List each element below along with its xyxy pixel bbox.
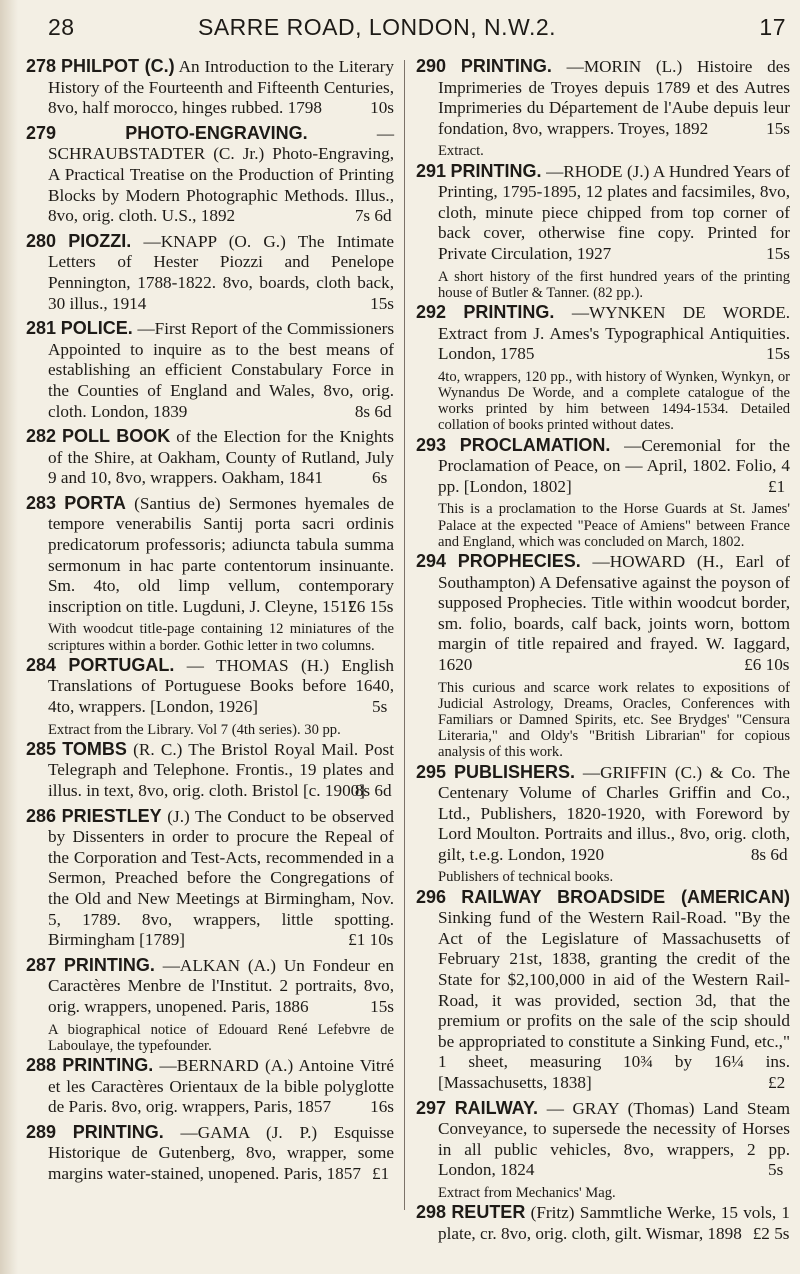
catalogue-entry (24, 806, 394, 951)
catalogue-entry (24, 739, 394, 802)
right-page-number: 17 (759, 14, 786, 40)
entry-heading: PORTA (64, 492, 126, 513)
entry-note: This is a proclamation to the Horse Guards at St. James' Palace at the expected "Peace of Amiens" between France and England, which was concluded on March, 1802. (438, 501, 790, 550)
page-edge-shadow (0, 0, 18, 1274)
column-divider (404, 60, 405, 1210)
entry-number: 298 (416, 1202, 447, 1223)
catalogue-entry (414, 551, 790, 676)
page-header (0, 0, 800, 54)
entry-heading: POLICE. (60, 318, 133, 339)
entry-number: 278 (26, 56, 57, 76)
entry-heading: PHOTO-ENGRAVING. (125, 122, 308, 143)
entry-number: 292 (416, 301, 447, 322)
entry-heading: PRINTING. (463, 301, 555, 322)
entry-note: Extract from the Library. Vol 7 (4th series). 30 pp. (48, 721, 341, 738)
entry-heading: PRINTING. (63, 954, 155, 975)
entry-heading: PROCLAMATION. (459, 434, 611, 455)
entry-description: An Introduction to the Literary History of the Fourteenth and Fifteenth Centuries, 8vo, half morocco, hinges rubbed. 1798 (48, 57, 394, 118)
catalogue-entry: 282 POLL BOOK of the Election for the Knights of the Shire, at Oakham, County of Rutland, July 9 and 10, 8vo, wrappers. Oakham, 1841 6s (26, 426, 394, 488)
entry-price: 15s (370, 996, 394, 1016)
catalogue-entry (414, 161, 790, 265)
running-head: SARRE ROAD, LONDON, N.W.2. (198, 14, 557, 40)
catalogue-entry (414, 302, 790, 365)
entry-number: 285 (26, 738, 57, 759)
entry-description: — SCHRAUBSTADTER (C. Jr.) Photo-Engraving, A Practical Treatise on the Production of Printing Blocks by Modern Photographic Methods. Illus., 8vo, orig. cloth. U.S., 1892 (48, 123, 394, 226)
catalogue-entry: 289 PRINTING. —GAMA (J. P.) Esquisse Historique de Gutenberg, 8vo, wrapper, some margins water-stained, unopened. Paris, 1857 £1 (26, 1121, 395, 1183)
entry-heading: PORTUGAL. (68, 654, 175, 675)
catalogue-entry: 293 PROCLAMATION. —Ceremonial for the Proclamation of Peace, on — April, 1802. Folio, 4 pp. [London, 1802] £1 (416, 434, 790, 496)
entry-heading: REUTER (451, 1202, 526, 1223)
entry-price: £6 10s (744, 654, 790, 674)
entry-number: 293 (416, 434, 447, 455)
entry-price: 15s (766, 118, 790, 138)
catalogue-entry (24, 955, 394, 1018)
left-column (24, 56, 394, 1189)
entry-description: —WYNKEN DE WORDE. Extract from J. Ames's Typographical Antiquities. London, 1785 (438, 302, 791, 364)
catalogue-entry: 284 PORTUGAL. — THOMAS (H.) English Translations of Portuguese Books before 1640, 4to, wrappers. [London, 1926] 5s (26, 654, 395, 717)
entry-price: 15s (766, 243, 790, 263)
entry-heading: PRINTING. (450, 160, 542, 181)
entry-note: This curious and scarce work relates to expositions of Judicial Astrology, Dreams, Oracles, Conferences with Familiars or Damned Spirits, etc. See Brydges' "Censura Literaria," and Oldy's "British Librarian" for copious analysis of this work. (438, 679, 790, 761)
entry-price: 16s (370, 1097, 394, 1117)
entry-description: —HOWARD (H., Earl of Southampton) A Defensative against the poyson of supposed Prophecies. Title within woodcut border, sm. folio, boards, calf back, joints worn, bottom margin of title repaired and frayed. W. Iaggard, 1620 (438, 551, 791, 674)
entry-description: —Ceremonial for the Proclamation of Peace, on — April, 1802. Folio, 4 pp. [London, 1802] (438, 435, 790, 496)
entry-number: 297 (416, 1097, 447, 1118)
entry-description: of the Election for the Knights of the Shire, at Oakham, County of Rutland, July 9 and 10, 8vo, wrappers. Oakham, 1841 (48, 427, 394, 488)
entry-price: 15s (766, 344, 790, 364)
entry-number: 281 (26, 318, 57, 339)
entry-price: 7s 6d (354, 206, 392, 226)
entry-description: (Fritz) Sammtliche Werke, 15 vols, 1 plate, cr. 8vo, orig. cloth, gilt. Wismar, 1898 (438, 1203, 791, 1243)
catalogue-entry (414, 762, 790, 866)
entry-heading: POLL BOOK (61, 426, 171, 447)
entry-number: 283 (26, 492, 57, 513)
entry-number: 287 (26, 954, 57, 975)
entry-price: 8s 6d (750, 844, 788, 864)
entry-heading: PIOZZI. (68, 230, 132, 251)
entry-note: A biographical notice of Edouard René Lefebvre de Laboulaye, the typefounder. (48, 1021, 394, 1054)
entry-price: 8s 6d (354, 401, 392, 421)
catalogue-entry (24, 493, 394, 618)
entry-price: £1 10s (348, 930, 394, 950)
entry-description: — THOMAS (H.) English Translations of Portuguese Books before 1640, 4to, wrappers. [London, 1926] (48, 655, 395, 717)
entry-heading: TOMBS (62, 738, 127, 759)
entry-description: Sinking fund of the Western Rail-Road. "By the Act of the Legislature of Massachusetts of February 21st, 1838, granting the credit of the State for $2,100,000 in aid of the Western Rail-Road, it was provided, section 3d, that the premium or profits on the sale of the scip should be appropriated to constitute a Sinking Fund, etc.," 1 sheet, measuring 10¾ by 16¼ ins. [Massachusetts, 1838] (438, 908, 790, 1093)
entry-heading: RAILWAY. (454, 1097, 539, 1118)
entry-number: 284 (26, 654, 57, 675)
entry-heading: PRINTING. (460, 56, 552, 76)
catalogue-entry (24, 123, 394, 227)
catalogue-entry (24, 1055, 394, 1118)
catalogue-entry (24, 56, 394, 119)
entry-description: —ALKAN (A.) Un Fondeur en Caractères Menbre de l'Institut. 2 portraits, 8vo, orig. wrappers, unopened. Paris, 1886 (48, 955, 395, 1016)
entry-number: 282 (26, 426, 57, 447)
catalogue-entry (414, 56, 790, 139)
left-page-number: 28 (48, 14, 75, 40)
entry-heading: PRINTING. (72, 1121, 164, 1142)
entry-description: (R. C.) The Bristol Royal Mail. Post Telegraph and Telephone. Frontis., 19 plates and illus. in text, 8vo, orig. cloth. Bristol [c. 1900] (48, 739, 395, 801)
entry-description: —RHODE (J.) A Hundred Years of Printing, 1795-1895, 12 plates and facsimiles, 8vo, cloth, minute piece chipped from top corner of back cover, otherwise fine copy. Printed for Private Circulation, 1927 (438, 161, 791, 263)
entry-heading: PROPHECIES. (457, 550, 581, 571)
entry-note: A short history of the first hundred years of the printing house of Butler & Tanner. (82 pp.). (438, 268, 790, 301)
right-column (414, 56, 790, 1248)
entry-heading: PRINTING. (62, 1054, 154, 1075)
entry-description: (Santius de) Sermones hyemales de tempore venerabilis Santij porta sacri ordinis predicatorum professoris; adiuncta tabula summa sermonum in hac parte contentorum insinuante. Sm. 4to, old limp vellum, contemporary inscription on title. Lugduni, J. Cleyne, 1517 (48, 493, 395, 616)
entry-description: —GAMA (J. P.) Esquisse Historique de Gutenberg, 8vo, wrapper, some margins water-stained, unopened. Paris, 1857 (48, 1122, 395, 1183)
entry-number: 280 (26, 230, 57, 251)
entry-description: —BERNARD (A.) Antoine Vitré et les Caractères Orientaux de la bible polyglotte de Paris. 8vo, orig. wrappers, Paris, 1857 (48, 1055, 395, 1117)
entry-description: — GRAY (Thomas) Land Steam Conveyance, to supersede the necessity of Horses in all public vehicles, 8vo, wrappers, 2 pp. London, 1824 (438, 1098, 790, 1180)
entry-number: 290 (416, 56, 447, 76)
entry-note: With woodcut title-page containing 12 miniatures of the scriptures within a border. Gothic letter in two columns. (48, 621, 394, 654)
entry-price: £6 15s (348, 596, 394, 616)
entry-description: —KNAPP (O. G.) The Intimate Letters of Hester Piozzi and Penelope Pennington, 1788-1822. 8vo, boards, cloth back, 30 illus., 1914 (48, 231, 394, 313)
entry-note: 4to, wrappers, 120 pp., with history of Wynken, Wynkyn, or Wynandus De Worde, and a complete catalogue of the works printed by him between 1494-1534. Detailed collation of books printed without dates. (438, 368, 790, 434)
catalogue-entry (414, 1202, 790, 1244)
entry-price: 10s (370, 98, 394, 118)
catalogue-entry: 296 RAILWAY BROADSIDE (AMERICAN) Sinking fund of the Western Rail-Road. "By the Act of the Legislature of Massachusetts of February 21st, 1838, granting the credit of the State for $2,100,000 in aid of the Western Rail-Road, it was provided, section 3d, that the premium or profits on the sale of the scip should be appropriated to constitute a Sinking Fund, etc.," 1 sheet, measuring 10¾ by 16¼ ins. [Massachusetts, 1838] £2 (416, 886, 790, 1093)
catalogue-entry (24, 318, 394, 422)
entry-price: £2 5s (752, 1223, 790, 1243)
entry-number: 296 (416, 886, 447, 907)
entry-number: 291 (416, 160, 447, 181)
entry-number: 289 (26, 1121, 57, 1142)
entry-number: 294 (416, 550, 447, 571)
catalogue-entry: 297 RAILWAY. — GRAY (Thomas) Land Steam Conveyance, to supersede the necessity of Horses in all public vehicles, 8vo, wrappers, 2 pp. London, 1824 5s (416, 1097, 790, 1180)
entry-description: —MORIN (L.) Histoire des Imprimeries de Troyes depuis 1789 et des Autres Imprimeries du Département de l'Aube depuis leur fondation, 8vo, wrappers. Troyes, 1892 (438, 57, 791, 138)
entry-description: (J.) The Conduct to be observed by Dissenters in order to procure the Repeal of the Corporation and Test-Acts, recommended in a Sermon, Preached before the Congregations of the Old and New Meetings at Birmingham, Nov. 5, 1789. 8vo, wrappers, little spotting. Birmingham [1789] (48, 806, 395, 950)
entry-number: 288 (26, 1054, 57, 1075)
entry-price: 15s (370, 293, 394, 313)
entry-heading: PRIESTLEY (61, 805, 162, 826)
entry-heading: PHILPOT (C.) (60, 56, 175, 76)
entry-number: 286 (26, 805, 57, 826)
entry-description: —First Report of the Commissioners Appointed to inquire as to the best means of establishing an efficient Constabulary Force in the Counties of England and Wales, 8vo, orig. cloth. London, 1839 (48, 319, 395, 421)
entry-note: Extract. (438, 143, 484, 160)
entry-heading: RAILWAY BROADSIDE (AMERICAN) (461, 886, 790, 907)
entry-heading: PUBLISHERS. (453, 761, 575, 782)
entry-note: Extract from Mechanics' Mag. (438, 1185, 616, 1201)
entry-number: 295 (416, 761, 447, 782)
entry-price: 8s 6d (354, 781, 392, 801)
entry-number: 279 (26, 122, 57, 143)
entry-description: —GRIFFIN (C.) & Co. The Centenary Volume of Charles Griffin and Co., Ltd., Publishers, 1820-1920, with Foreword by Lord Moulton. Portraits and illus., 8vo, orig. cloth, gilt, t.e.g. London, 1920 (438, 762, 790, 864)
entry-note: Publishers of technical books. (438, 869, 614, 886)
catalogue-entry (24, 231, 394, 314)
